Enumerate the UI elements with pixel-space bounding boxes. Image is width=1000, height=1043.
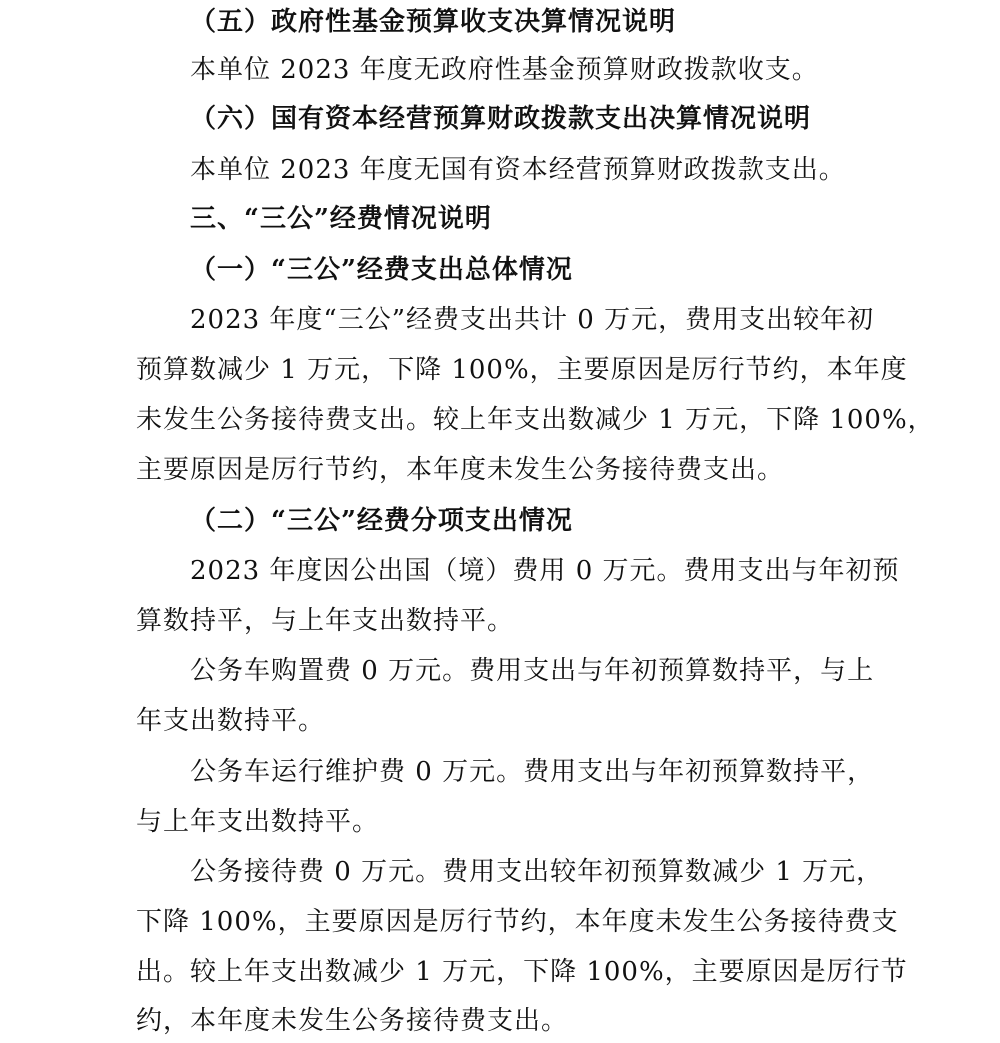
paragraph-line: 出。较上年支出数减少 1 万元，下降 100%，主要原因是厉行节: [136, 957, 908, 987]
subsection-title-overall: （一）“三公”经费支出总体情况: [190, 255, 573, 285]
heading-state-capital: （六）国有资本经营预算财政拨款支出决算情况说明: [190, 104, 812, 134]
subsection-title-itemized: （二）“三公”经费分项支出情况: [190, 506, 573, 536]
paragraph-line: 公务车购置费 0 万元。费用支出与年初预算数持平，与上: [190, 656, 875, 686]
paragraph-line: 预算数减少 1 万元，下降 100%，主要原因是厉行节约，本年度: [136, 355, 908, 385]
heading-government-fund: （五）政府性基金预算收支决算情况说明: [190, 7, 677, 37]
paragraph-line: 2023 年度“三公”经费支出共计 0 万元，费用支出较年初: [190, 305, 875, 335]
paragraph-line: 年支出数持平。: [136, 706, 326, 736]
paragraph-line: 下降 100%，主要原因是厉行节约，本年度未发生公务接待费支: [136, 907, 899, 937]
paragraph-line: 公务接待费 0 万元。费用支出较年初预算数减少 1 万元，: [190, 857, 884, 887]
paragraph-line: 算数持平，与上年支出数持平。: [136, 606, 515, 636]
paragraph-line: 与上年支出数持平。: [136, 807, 380, 837]
section-title-three-public: 三、“三公”经费情况说明: [190, 204, 492, 234]
paragraph-line: 公务车运行维护费 0 万元。费用支出与年初预算数持平，: [190, 757, 875, 787]
paragraph-line: 约，本年度未发生公务接待费支出。: [136, 1006, 569, 1036]
paragraph-government-fund: 本单位 2023 年度无政府性基金预算财政拨款收支。: [190, 55, 819, 85]
paragraph-line: 主要原因是厉行节约，本年度未发生公务接待费支出。: [136, 455, 785, 485]
paragraph-line: 未发生公务接待费支出。较上年支出数减少 1 万元，下降 100%，: [136, 405, 935, 435]
paragraph-state-capital: 本单位 2023 年度无国有资本经营预算财政拨款支出。: [190, 155, 846, 185]
paragraph-line: 2023 年度因公出国（境）费用 0 万元。费用支出与年初预: [190, 556, 900, 586]
